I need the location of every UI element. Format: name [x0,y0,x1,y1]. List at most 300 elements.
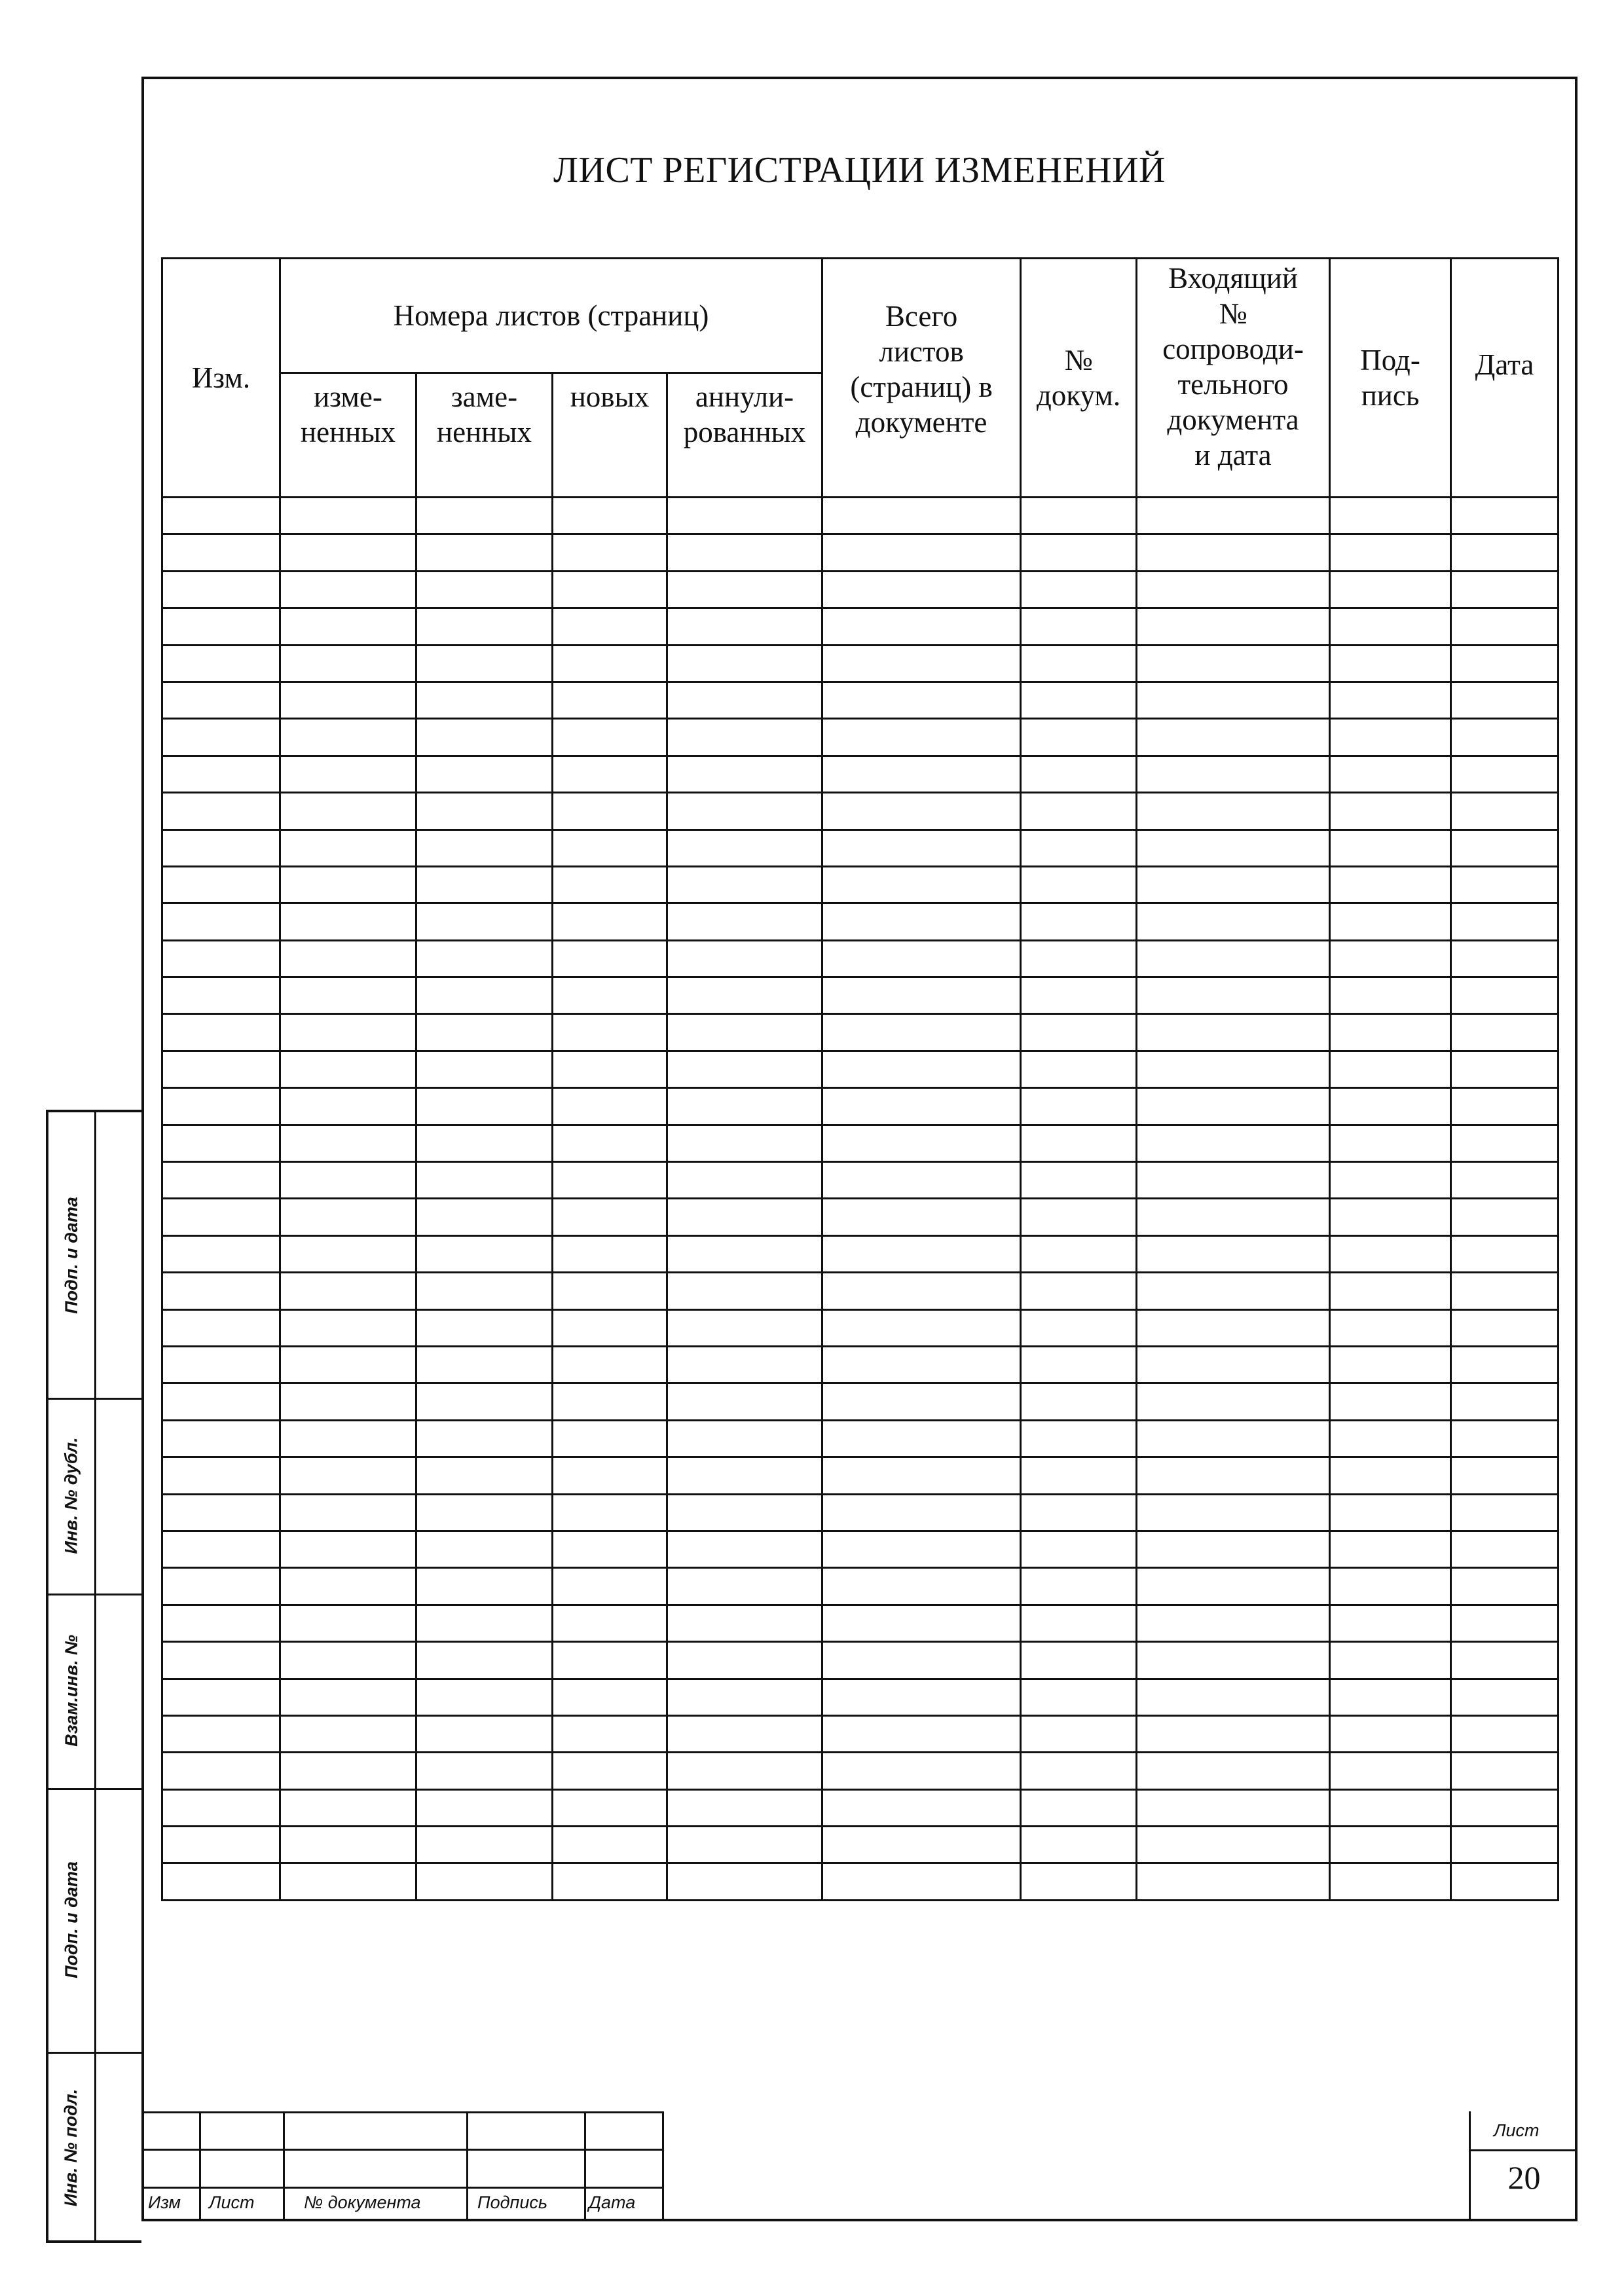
table-cell [1137,1827,1330,1863]
table-cell [1021,1014,1137,1051]
table-cell [280,1383,416,1420]
table-cell [416,1715,553,1752]
table-cell [280,1789,416,1826]
table-cell [1451,1235,1559,1272]
table-cell [1137,1679,1330,1715]
table-cell [1137,793,1330,829]
table-cell [822,903,1021,940]
table-cell [667,793,822,829]
table-cell [1451,1088,1559,1125]
header-incoming-doc: Входящий № сопроводи- тельного документа и дата [1137,259,1330,498]
table-cell [162,829,280,866]
subheader-new: новых [553,373,667,498]
table-cell [1021,1235,1137,1272]
table-cell [1021,534,1137,571]
table-row [162,1088,1559,1125]
table-row [162,977,1559,1014]
table-cell [553,1199,667,1235]
table-cell [1330,1014,1451,1051]
table-cell [822,793,1021,829]
table-cell [280,1605,416,1641]
tb-izm-label: Изм [148,2193,181,2212]
table-cell [1021,1309,1137,1346]
table-cell [822,1088,1021,1125]
table-cell [1451,1679,1559,1715]
page-title: ЛИСТ РЕГИСТРАЦИИ ИЗМЕНЕНИЙ [553,150,1166,191]
tb-sheet-number: 20 [1507,2159,1541,2196]
table-cell [162,534,280,571]
table-cell [162,1051,280,1087]
table-cell [1330,682,1451,718]
table-cell [416,682,553,718]
table-row [162,1642,1559,1679]
table-cell [280,866,416,903]
table-cell [667,1494,822,1531]
table-cell [1021,608,1137,645]
table-cell [162,1273,280,1309]
table-cell [280,1014,416,1051]
table-cell [553,1568,667,1605]
table-cell [162,756,280,792]
table-cell [1137,1789,1330,1826]
table-cell [416,1531,553,1567]
table-cell [822,1051,1021,1087]
table-cell [1137,534,1330,571]
table-cell [162,1715,280,1752]
table-row [162,829,1559,866]
table-row [162,645,1559,682]
table-row [162,1494,1559,1531]
table-row [162,1605,1559,1641]
table-cell [1330,571,1451,608]
table-cell [162,682,280,718]
table-cell [416,1420,553,1457]
table-cell [1137,1273,1330,1309]
table-cell [416,571,553,608]
table-cell [1137,1125,1330,1161]
table-cell [416,1494,553,1531]
table-cell [822,1420,1021,1457]
table-cell [162,793,280,829]
table-cell [553,1125,667,1161]
table-cell [1330,1568,1451,1605]
table-cell [1021,1125,1137,1161]
table-cell [822,1273,1021,1309]
table-cell [667,829,822,866]
table-cell [1451,1642,1559,1679]
tb-doc-number-label: № документа [304,2193,421,2212]
table-cell [1330,1051,1451,1087]
table-cell [553,498,667,534]
table-cell [162,1863,280,1900]
table-cell [553,1420,667,1457]
table-cell [416,1568,553,1605]
table-cell [280,1827,416,1863]
table-cell [1330,1125,1451,1161]
header-izm: Изм. [162,259,280,498]
table-cell [162,1531,280,1567]
table-cell [667,1346,822,1383]
table-cell [667,1199,822,1235]
table-cell [1451,1494,1559,1531]
table-cell [822,756,1021,792]
table-cell [1451,645,1559,682]
table-cell [280,1531,416,1567]
table-cell [1330,498,1451,534]
table-cell [162,645,280,682]
table-cell [416,1457,553,1494]
header-signature: Под- пись [1330,259,1451,498]
table-cell [822,719,1021,756]
table-cell [1137,1753,1330,1789]
table-cell [162,1162,280,1199]
table-cell [553,793,667,829]
table-cell [822,1605,1021,1641]
table-cell [1330,608,1451,645]
table-row [162,1420,1559,1457]
table-cell [1451,940,1559,977]
table-cell [162,719,280,756]
table-cell [822,682,1021,718]
table-row [162,1531,1559,1567]
table-cell [1137,608,1330,645]
table-cell [553,1383,667,1420]
table-cell [1137,1494,1330,1531]
table-cell [822,940,1021,977]
table-cell [280,1568,416,1605]
table-cell [162,903,280,940]
table-cell [280,977,416,1014]
table-cell [667,1531,822,1567]
table-cell [1021,1420,1137,1457]
table-cell [1451,1051,1559,1087]
table-cell [1451,1568,1559,1605]
table-cell [1330,866,1451,903]
table-cell [1137,1309,1330,1346]
table-cell [1451,719,1559,756]
table-cell [280,608,416,645]
table-cell [1021,1568,1137,1605]
table-cell [1330,756,1451,792]
table-cell [667,756,822,792]
table-cell [1021,1753,1137,1789]
table-cell [280,1088,416,1125]
table-cell [416,1605,553,1641]
table-cell [416,1125,553,1161]
table-cell [667,498,822,534]
table-row [162,1199,1559,1235]
table-cell [1021,756,1137,792]
table-cell [822,1309,1021,1346]
table-cell [553,1494,667,1531]
table-cell [416,1346,553,1383]
table-cell [1451,977,1559,1014]
table-cell [1330,719,1451,756]
table-cell [416,645,553,682]
table-cell [1021,793,1137,829]
table-cell [162,1679,280,1715]
table-cell [1021,1162,1137,1199]
table-cell [162,1088,280,1125]
table-cell [667,645,822,682]
table-cell [1451,1162,1559,1199]
table-cell [1451,1420,1559,1457]
table-cell [1451,498,1559,534]
table-cell [162,1457,280,1494]
table-cell [162,1789,280,1826]
table-cell [1021,719,1137,756]
table-cell [1137,1199,1330,1235]
table-row [162,1863,1559,1900]
table-row [162,1346,1559,1383]
table-cell [280,645,416,682]
table-cell [1137,829,1330,866]
table-cell [416,1088,553,1125]
table-cell [1021,1273,1137,1309]
table-row [162,534,1559,571]
table-cell [280,1753,416,1789]
stamp-signature-date-2: Подп. и дата [61,1861,81,1978]
table-cell [553,940,667,977]
table-cell [1330,1309,1451,1346]
table-cell [822,1125,1021,1161]
table-cell [1330,645,1451,682]
table-cell [162,1235,280,1272]
table-cell [1137,1863,1330,1900]
table-cell [1451,1605,1559,1641]
table-cell [1330,1789,1451,1826]
table-cell [162,1199,280,1235]
table-cell [667,1088,822,1125]
table-cell [553,1605,667,1641]
table-cell [416,756,553,792]
table-cell [1330,1679,1451,1715]
table-cell [280,1642,416,1679]
table-cell [1451,1309,1559,1346]
table-cell [553,719,667,756]
table-cell [553,1014,667,1051]
table-cell [553,1235,667,1272]
table-cell [667,1753,822,1789]
table-cell [416,1162,553,1199]
table-cell [1330,1162,1451,1199]
table-cell [1137,977,1330,1014]
table-cell [667,571,822,608]
table-cell [667,1162,822,1199]
table-row [162,756,1559,792]
header-date: Дата [1451,259,1559,498]
table-cell [553,1863,667,1900]
table-cell [416,1309,553,1346]
table-cell [553,977,667,1014]
table-cell [416,940,553,977]
table-cell [667,1605,822,1641]
table-cell [1021,645,1137,682]
table-cell [822,1715,1021,1752]
table-cell [280,1273,416,1309]
table-cell [822,1235,1021,1272]
table-cell [667,1420,822,1457]
table-cell [416,1789,553,1826]
table-cell [1021,1789,1137,1826]
table-row [162,1753,1559,1789]
stamp-original-inventory: Инв. № подл. [61,2088,81,2206]
table-cell [553,1642,667,1679]
table-cell [1137,903,1330,940]
table-cell [162,1605,280,1641]
table-cell [280,1162,416,1199]
table-cell [416,1383,553,1420]
table-cell [416,1863,553,1900]
table-cell [280,498,416,534]
header-doc-number: № докум. [1021,259,1137,498]
table-cell [1021,940,1137,977]
table-cell [553,866,667,903]
table-cell [667,1051,822,1087]
table-cell [1021,1088,1137,1125]
table-cell [416,903,553,940]
table-cell [667,682,822,718]
table-cell [822,1346,1021,1383]
table-row [162,1383,1559,1420]
table-cell [1451,793,1559,829]
table-cell [553,1715,667,1752]
table-cell [280,793,416,829]
table-cell [162,1014,280,1051]
table-cell [822,1014,1021,1051]
table-cell [280,1051,416,1087]
table-cell [1451,1273,1559,1309]
table-row [162,1679,1559,1715]
table-row [162,1827,1559,1863]
table-cell [280,719,416,756]
table-cell [822,1863,1021,1900]
table-cell [1451,1199,1559,1235]
table-cell [667,866,822,903]
table-cell [1021,1457,1137,1494]
table-cell [280,1125,416,1161]
table-cell [1021,682,1137,718]
table-cell [553,1457,667,1494]
table-cell [1330,1346,1451,1383]
table-cell [1451,1753,1559,1789]
table-cell [416,1273,553,1309]
table-cell [280,1235,416,1272]
table-cell [162,1568,280,1605]
table-cell [1021,977,1137,1014]
table-cell [1137,1715,1330,1752]
table-cell [553,1273,667,1309]
table-cell [553,1531,667,1567]
table-cell [162,940,280,977]
table-cell [162,1494,280,1531]
table-cell [1021,1642,1137,1679]
table-cell [822,1494,1021,1531]
table-cell [822,829,1021,866]
table-cell [162,571,280,608]
table-cell [1330,1642,1451,1679]
table-cell [553,534,667,571]
table-row [162,1014,1559,1051]
table-cell [162,1125,280,1161]
table-cell [553,1827,667,1863]
subheader-annulled: аннули- рованных [667,373,822,498]
table-cell [822,1531,1021,1567]
table-cell [280,903,416,940]
table-cell [416,498,553,534]
table-cell [1137,1642,1330,1679]
table-cell [416,1235,553,1272]
tb-list-label: Лист [209,2193,255,2212]
table-cell [667,1383,822,1420]
table-row [162,682,1559,718]
table-cell [1330,793,1451,829]
header-sheet-numbers: Номера листов (страниц) [280,259,822,373]
table-cell [1137,1235,1330,1272]
margin-stamp [46,1110,141,2243]
table-cell [553,608,667,645]
table-cell [1330,1715,1451,1752]
table-cell [416,829,553,866]
table-cell [1451,1014,1559,1051]
table-row [162,866,1559,903]
table-cell [1451,756,1559,792]
table-row [162,1789,1559,1826]
table-cell [416,1051,553,1087]
table-row [162,1051,1559,1087]
table-row [162,608,1559,645]
table-cell [416,534,553,571]
table-cell [667,1457,822,1494]
table-cell [1330,1827,1451,1863]
table-cell [162,1827,280,1863]
table-cell [553,571,667,608]
table-cell [1137,940,1330,977]
table-cell [416,793,553,829]
table-cell [1451,608,1559,645]
table-cell [416,1753,553,1789]
stamp-duplicate-inventory: Инв. № дубл. [61,1437,81,1554]
table-cell [822,1789,1021,1826]
table-cell [1330,1088,1451,1125]
table-cell [1021,1679,1137,1715]
table-cell [1137,1088,1330,1125]
table-cell [822,498,1021,534]
table-cell [667,1273,822,1309]
table-cell [162,1753,280,1789]
table-cell [162,1309,280,1346]
table-cell [1330,829,1451,866]
table-cell [1451,534,1559,571]
table-cell [553,682,667,718]
table-cell [667,1014,822,1051]
table-cell [1451,1457,1559,1494]
table-cell [1021,1605,1137,1641]
table-cell [667,1309,822,1346]
table-cell [1021,1715,1137,1752]
table-cell [1137,719,1330,756]
table-cell [162,608,280,645]
table-cell [1021,1051,1137,1087]
table-cell [1021,1494,1137,1531]
table-cell [1451,1383,1559,1420]
table-row [162,1235,1559,1272]
table-cell [280,1309,416,1346]
table-cell [416,1642,553,1679]
table-cell [553,1088,667,1125]
table-cell [280,940,416,977]
table-cell [1137,1346,1330,1383]
